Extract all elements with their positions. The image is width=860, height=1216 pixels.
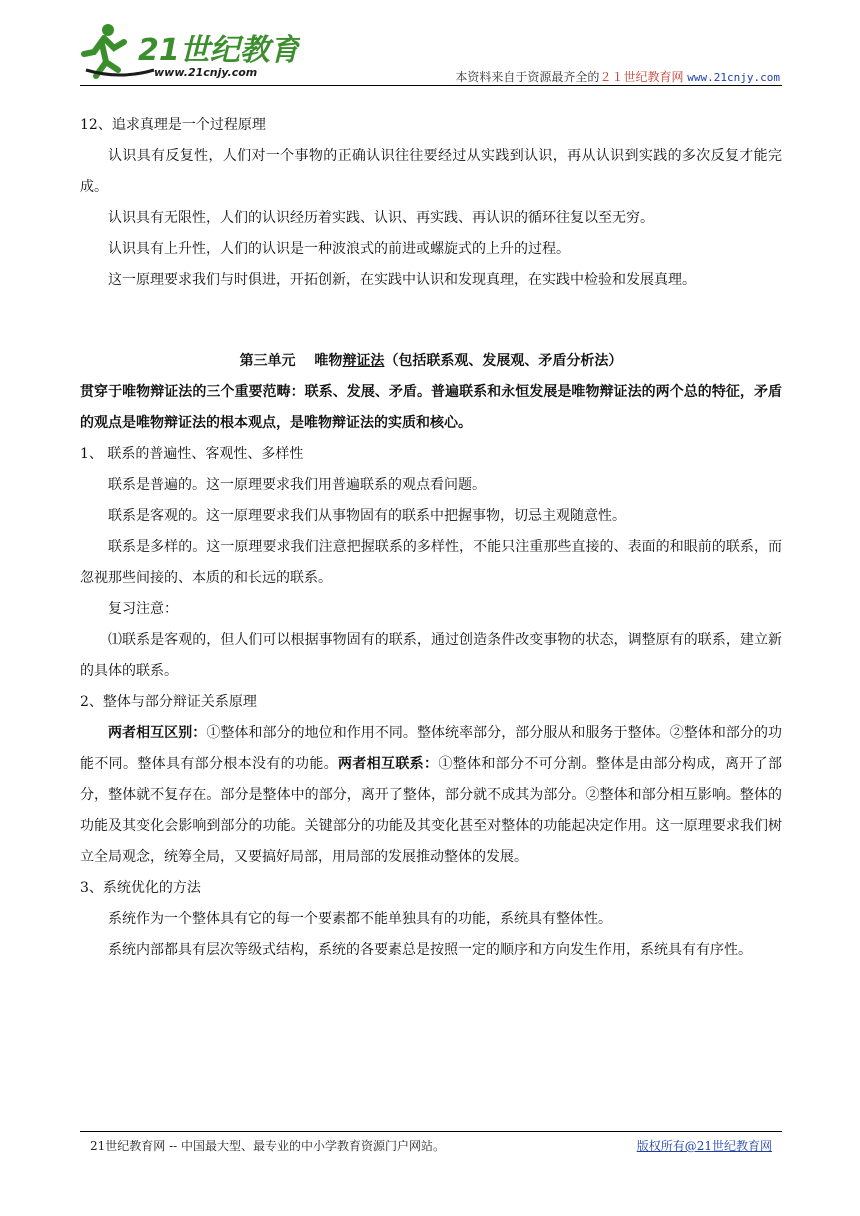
paragraph: 认识具有无限性，人们的认识经历着实践、认识、再实践、再认识的循环往复以至无穷。 bbox=[108, 210, 654, 226]
paragraph: 系统内部都具有层次等级式结构，系统的各要素总是按照一定的顺序和方向发生作用，系统具有有序性。 bbox=[108, 942, 752, 958]
paragraph: 认识具有上升性，人们的认识是一种波浪式的前进或螺旋式的上升的过程。 bbox=[108, 241, 570, 257]
source-url-link[interactable]: www.21cnjy.com bbox=[687, 71, 780, 84]
review-note-label: 复习注意： bbox=[108, 601, 178, 617]
copyright-link[interactable]: 版权所有@21世纪教育网 bbox=[636, 1139, 772, 1153]
source-accent[interactable]: ２１世纪教育网 bbox=[599, 70, 684, 84]
section-heading-1: 1、 联系的普遍性、客观性、多样性 bbox=[80, 446, 304, 462]
paragraph: 联系是普遍的。这一原理要求我们用普遍联系的观点看问题。 bbox=[108, 477, 486, 493]
unit-intro: 贯穿于唯物辩证法的三个重要范畴：联系、发展、矛盾。普遍联系和永恒发展是唯物辩证法的两个总的特征，矛盾的观点是唯物辩证法的根本观点，是唯物辩证法的实质和核心。 bbox=[80, 384, 782, 431]
page-header bbox=[80, 18, 780, 84]
site-logo[interactable] bbox=[80, 18, 300, 82]
paragraph bbox=[80, 718, 782, 873]
spacer bbox=[80, 332, 782, 346]
document-body bbox=[80, 110, 782, 966]
source-notice bbox=[455, 68, 780, 85]
paragraph: 这一原理要求我们与时俱进，开拓创新，在实践中认识和发现真理，在实践中检验和发展真理。 bbox=[108, 272, 696, 288]
footer-slogan: 21世纪教育网 -- 中国最大型、最专业的中小学教育资源门户网站。 bbox=[90, 1139, 446, 1153]
runner-logo-icon bbox=[80, 18, 300, 82]
unit-title bbox=[80, 346, 782, 377]
section-heading-3: 3、系统优化的方法 bbox=[80, 880, 201, 896]
review-note-item: ⑴联系是客观的，但人们可以根据事物固有的联系，通过创造条件改变事物的状态，调整原有的联系，建立新的具体的联系。 bbox=[80, 632, 782, 679]
footer-divider bbox=[80, 1131, 782, 1132]
logo-url: www.21cnjy.com bbox=[154, 66, 258, 79]
logo-wordmark: 21世纪教育 bbox=[138, 33, 300, 68]
unit-title-part: （包括联系观、发展观、矛盾分析法） bbox=[384, 353, 623, 369]
section-heading-2: 2、整体与部分辩证关系原理 bbox=[80, 694, 257, 710]
spacer bbox=[80, 296, 782, 332]
paragraph: 系统作为一个整体具有它的每一个要素都不能单独具有的功能，系统具有整体性。 bbox=[108, 911, 612, 927]
header-divider bbox=[80, 85, 782, 86]
section-heading-12: 12、追求真理是一个过程原理 bbox=[80, 117, 266, 133]
unit-title-underlined: 辩证法 bbox=[342, 353, 385, 369]
unit-title-part: 第三单元 唯物 bbox=[239, 353, 343, 369]
bold-label: 两者相互联系： bbox=[338, 756, 439, 772]
paragraph: 联系是客观的。这一原理要求我们从事物固有的联系中把握事物，切忌主观随意性。 bbox=[108, 508, 626, 524]
paragraph-text: ①整体和部分的地位和作用不同。整体统率部分，部分服从和服务于整体。②整体和部分的功能不同。整体具有部分根本没有的功能。 bbox=[80, 725, 783, 772]
source-prefix: 本资料来自于资源最齐全的 bbox=[455, 70, 600, 84]
paragraph-text: ①整体和部分不可分割。整体是由部分构成，离开了部分，整体就不复存在。部分是整体中的部分，离开了整体，部分就不成其为部分。②整体和部分相互影响。整体的功能及其变化会影响到部分的功能。关键部分的功能及其变化甚至对整体的功能起决定作用。这一原理要求我们树立全局观念，统筹全局，又要搞好局部，用局部的发展推动整体的发展。 bbox=[80, 756, 783, 865]
paragraph: 联系是多样的。这一原理要求我们注意把握联系的多样性，不能只注重那些直接的、表面的和眼前的联系，而忽视那些间接的、本质的和长远的联系。 bbox=[80, 539, 782, 586]
paragraph: 认识具有反复性，人们对一个事物的正确认识往往要经过从实践到认识，再从认识到实践的多次反复才能完成。 bbox=[80, 148, 782, 195]
bold-label: 两者相互区别： bbox=[108, 725, 207, 741]
